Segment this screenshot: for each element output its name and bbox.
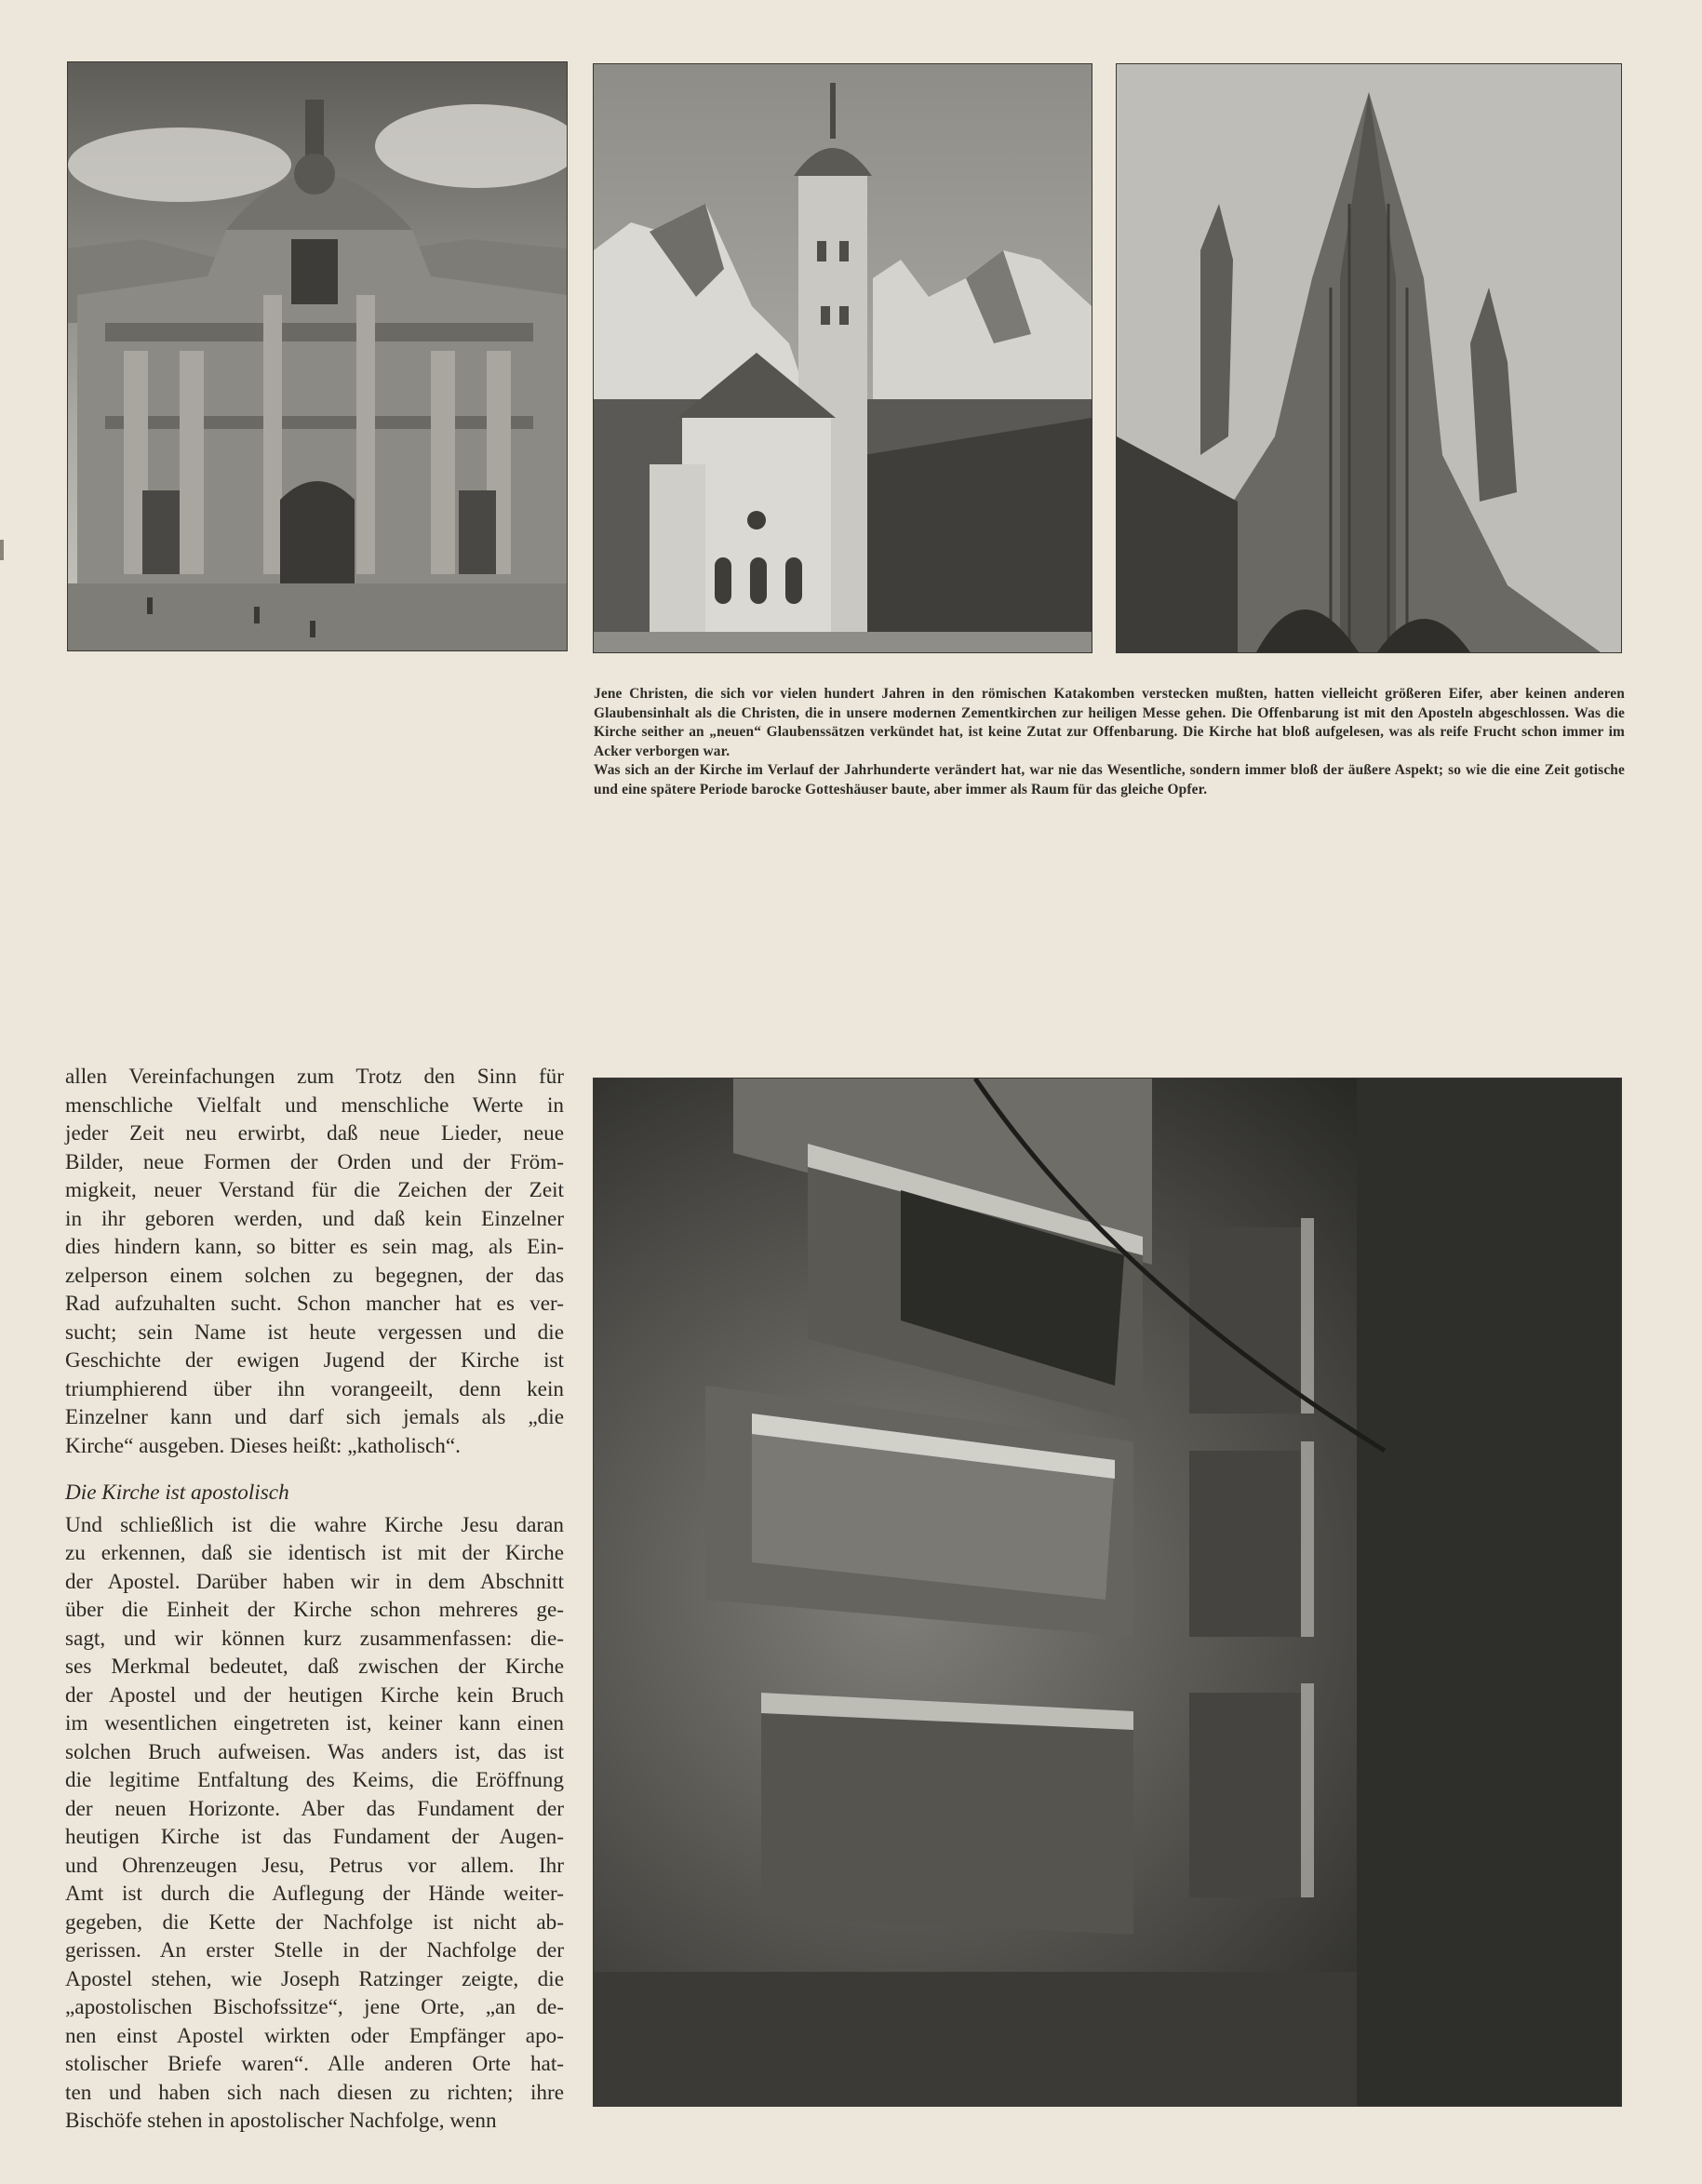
text-line: Apostel stehen, wie Joseph Ratzinger zeigte, die xyxy=(65,1966,564,1991)
body-text-column xyxy=(65,1063,564,2136)
body-paragraph-1 xyxy=(65,1063,564,1460)
text-line: Und schließlich ist die wahre Kirche Jesu daran xyxy=(65,1512,564,1537)
text-line: „apostolischen Bischofssitze“, jene Orte, „an de- xyxy=(65,1995,564,2019)
text-line: die legitime Entfaltung des Keims, die Eröffnung xyxy=(65,1768,564,1792)
text-line: ses Merkmal bedeutet, daß zwischen der Kirche xyxy=(65,1655,564,1679)
text-line: stolischer Briefe waren“. Alle anderen Orte hat- xyxy=(65,2052,564,2076)
text-line: und Ohrenzeugen Jesu, Petrus vor allem. Ihr xyxy=(65,1853,564,1878)
text-line: Geschichte der ewigen Jugend der Kirche ist xyxy=(65,1348,564,1373)
text-line: triumphierend über ihn vorangeeilt, denn kein xyxy=(65,1376,564,1401)
gothic-tower-photo xyxy=(1116,63,1622,653)
section-subheading: Die Kirche ist apostolisch xyxy=(65,1481,289,1505)
text-line: über die Einheit der Kirche schon mehreres ge- xyxy=(65,1598,564,1622)
text-line: im wesentlichen eingetreten ist, keiner kann einen xyxy=(65,1711,564,1735)
baroque-church-photo xyxy=(67,61,568,651)
text-line: heutigen Kirche ist das Fundament der Augen- xyxy=(65,1825,564,1849)
text-line: gegeben, die Kette der Nachfolge ist nicht ab- xyxy=(65,1909,564,1935)
text-line: Kirche“ ausgeben. Dieses heißt: „katholisch“. xyxy=(65,1433,461,1458)
text-line: sagt, und wir können kurz zusammenfassen: die- xyxy=(65,1626,564,1651)
photo-caption xyxy=(594,685,1625,800)
text-line: Amt ist durch die Auflegung der Hände weiter- xyxy=(65,1882,564,1906)
text-line: menschliche Vielfalt und menschliche Werte in xyxy=(65,1092,564,1118)
text-line: jeder Zeit neu erwirbt, daß neue Lieder, neue xyxy=(65,1121,564,1146)
text-line: Bischöfe stehen in apostolischer Nachfolge, wenn xyxy=(65,2109,497,2133)
text-line: der Apostel. Darüber haben wir in dem Abschnitt xyxy=(65,1569,564,1594)
body-paragraph-2 xyxy=(65,1511,564,2136)
caption-paragraph-2: Was sich an der Kirche im Verlauf der Jahrhunderte verändert hat, war nie das Wesentliche, sondern immer bloß der äußere Aspekt; so wie die eine Zeit gotische und eine spätere Periode barocke Gotteshäuser baute, aber immer als Raum für das gleiche Opfer. xyxy=(594,762,1625,797)
text-line: Rad aufzuhalten sucht. Schon mancher hat es ver- xyxy=(65,1292,564,1316)
text-line: zelperson einem solchen zu begegnen, der das xyxy=(65,1263,564,1288)
catacomb-photo xyxy=(593,1078,1622,2107)
text-line: Einzelner kann und darf sich jemals als „die xyxy=(65,1405,564,1429)
text-line: gerissen. An erster Stelle in der Nachfolge der xyxy=(65,1938,564,1963)
text-line: dies hindern kann, so bitter es sein mag, als Ein- xyxy=(65,1235,564,1259)
text-line: sucht; sein Name ist heute vergessen und die xyxy=(65,1320,564,1345)
text-line: solchen Bruch aufweisen. Was anders ist, das ist xyxy=(65,1739,564,1764)
text-line: allen Vereinfachungen zum Trotz den Sinn für xyxy=(65,1065,564,1089)
text-line: Bilder, neue Formen der Orden und der Fröm- xyxy=(65,1149,564,1174)
page-edge-mark xyxy=(0,540,4,560)
text-line: ten und haben sich nach diesen zu richten; ihre xyxy=(65,2080,564,2105)
text-line: der Apostel und der heutigen Kirche kein Bruch xyxy=(65,1682,564,1708)
text-line: migkeit, neuer Verstand für die Zeichen der Zeit xyxy=(65,1178,564,1202)
text-line: zu erkennen, daß sie identisch ist mit der Kirche xyxy=(65,1541,564,1565)
caption-paragraph-1: Jene Christen, die sich vor vielen hundert Jahren in den römischen Katakomben verstecken mußten, hatten vielleicht größeren Eifer, aber keinen anderen Glaubensinhalt als die Christen, die in unsere modernen Zementkirchen zur heiligen Messe gehen. Die Offenbarung ist mit den Aposteln abgeschlossen. Was die Kirche seither an „neuen“ Glaubenssätzen verkündet hat, ist keine Zutat zur Offenbarung. Die Kirche hat bloß aufgelesen, was als reife Frucht schon immer im Acker verborgen war. xyxy=(594,686,1625,759)
text-line: in ihr geboren werden, und daß kein Einzelner xyxy=(65,1206,564,1231)
alpine-church-photo xyxy=(593,63,1092,653)
text-line: der neuen Horizonte. Aber das Fundament der xyxy=(65,1796,564,1821)
text-line: nen einst Apostel wirkten oder Empfänger apo- xyxy=(65,2023,564,2048)
